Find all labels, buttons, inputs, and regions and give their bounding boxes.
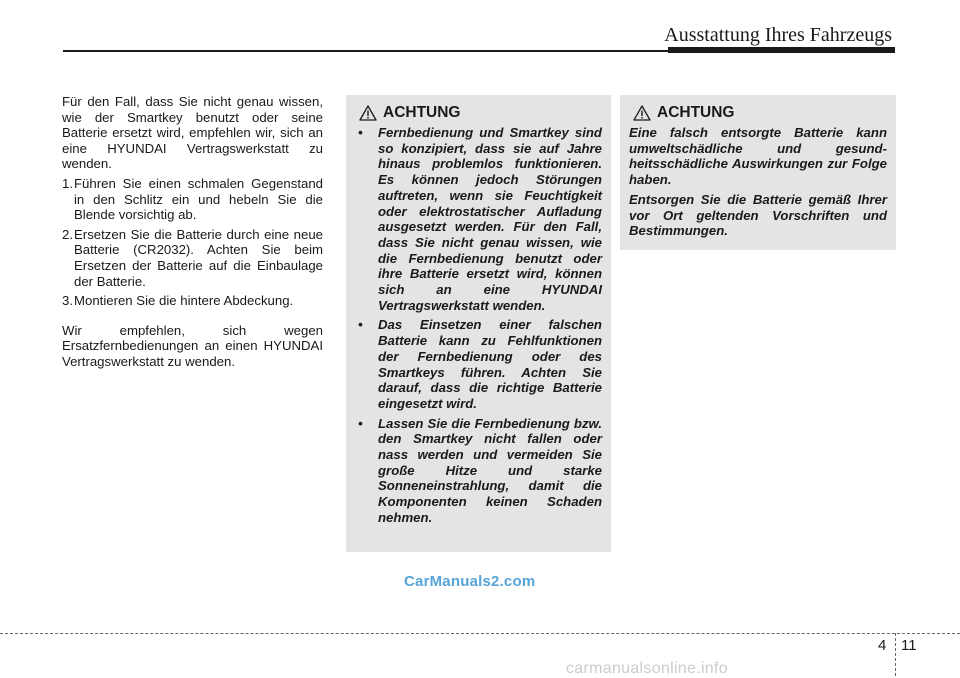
caution-item-text: Lassen Sie die Fernbedienung bzw. den Smartkey nicht fallen oder nass werden und vermeiden Sie große Hitze und starke Sonneneinstrahlung, damit die Komponenten keinen Schaden nehmen. xyxy=(378,415,602,525)
step-number: 1. xyxy=(62,175,73,191)
footer-divider xyxy=(0,633,960,634)
caution-paragraph: Eine falsch entsorgte Batterie kann umweltschädliche und gesund- heitsschädliche Auswirkungen zur Folge haben. xyxy=(629,125,887,188)
caution-list xyxy=(355,125,602,526)
caution-item-text: Das Einsetzen einer falschen Batterie kann zu Fehlfunktionen der Fernbedienung oder des Smartkeys führen. Achten Sie darauf, dass die richtige Batterie eingesetzt wird. xyxy=(378,317,602,411)
header-title: Ausstattung Ihres Fahrzeugs xyxy=(664,24,892,46)
bottom-watermark: carmanualsonline.info xyxy=(566,660,728,677)
step-item xyxy=(62,293,323,309)
closing-paragraph: Wir empfehlen, sich wegen Ersatzfernbedienungen an einen HYUNDAI Vertragswerkstatt zu wenden. xyxy=(62,322,323,369)
warning-triangle-icon xyxy=(359,105,377,121)
caution-heading: ACHTUNG xyxy=(657,104,735,121)
bullet: • xyxy=(358,415,363,431)
steps-list xyxy=(62,176,323,309)
step-number: 3. xyxy=(62,293,73,309)
step-item xyxy=(62,227,323,289)
page-number-separator xyxy=(895,633,896,676)
caution-paragraph: Entsorgen Sie die Batterie gemäß Ihrer vor Ort geltenden Vorschriften und Bestimmungen. xyxy=(629,191,887,239)
caution-header xyxy=(629,104,887,122)
caution-item xyxy=(355,125,602,313)
bullet: • xyxy=(358,317,363,333)
caution-heading: ACHTUNG xyxy=(383,104,461,121)
step-text: Montieren Sie die hintere Abdeckung. xyxy=(74,293,294,309)
page-number: 11 xyxy=(901,637,917,654)
watermark-link[interactable]: CarManuals2.com xyxy=(404,573,536,590)
bullet: • xyxy=(358,125,363,140)
header-rule-accent xyxy=(668,47,895,53)
chapter-number: 4 xyxy=(878,637,887,654)
caution-box-battery xyxy=(620,95,896,250)
caution-box-remote xyxy=(346,95,611,552)
caution-item xyxy=(355,317,602,411)
step-text: Ersetzen Sie die Batterie durch eine neue Batterie (CR2032). Achten Sie beim Ersetzen der Batterie auf die Einbaulage der Batterie. xyxy=(74,226,323,289)
left-column xyxy=(62,94,323,370)
intro-paragraph: Für den Fall, dass Sie nicht genau wissen, wie der Smartkey benutzt oder seine Batterie ersetzt wird, empfehlen wir, sich an eine HYUNDAI Vertragswerkstatt zu wenden. xyxy=(62,94,323,172)
step-item xyxy=(62,176,323,223)
warning-triangle-icon xyxy=(633,105,651,121)
caution-header xyxy=(355,104,602,122)
caution-item-text: Fernbedienung und Smartkey sind so konzipiert, dass sie auf Jahre hinaus problemlos funktionieren. Es können jedoch Störungen auftreten, wenn sie Feuchtigkeit oder elektrostatischer Aufladung ausgesetzt werden. Für den Fall, dass Sie nicht genau wissen, wie die Fernbedienung benutzt oder ihre Batterie ersetzt wird, können sich an eine HYUNDAI Vertragswerkstatt wenden. xyxy=(378,125,602,313)
step-text: Führen Sie einen schmalen Gegenstand in den Schlitz ein und hebeln Sie die Blende vorsichtig ab. xyxy=(74,175,323,223)
step-number: 2. xyxy=(62,226,73,242)
caution-item xyxy=(355,416,602,526)
